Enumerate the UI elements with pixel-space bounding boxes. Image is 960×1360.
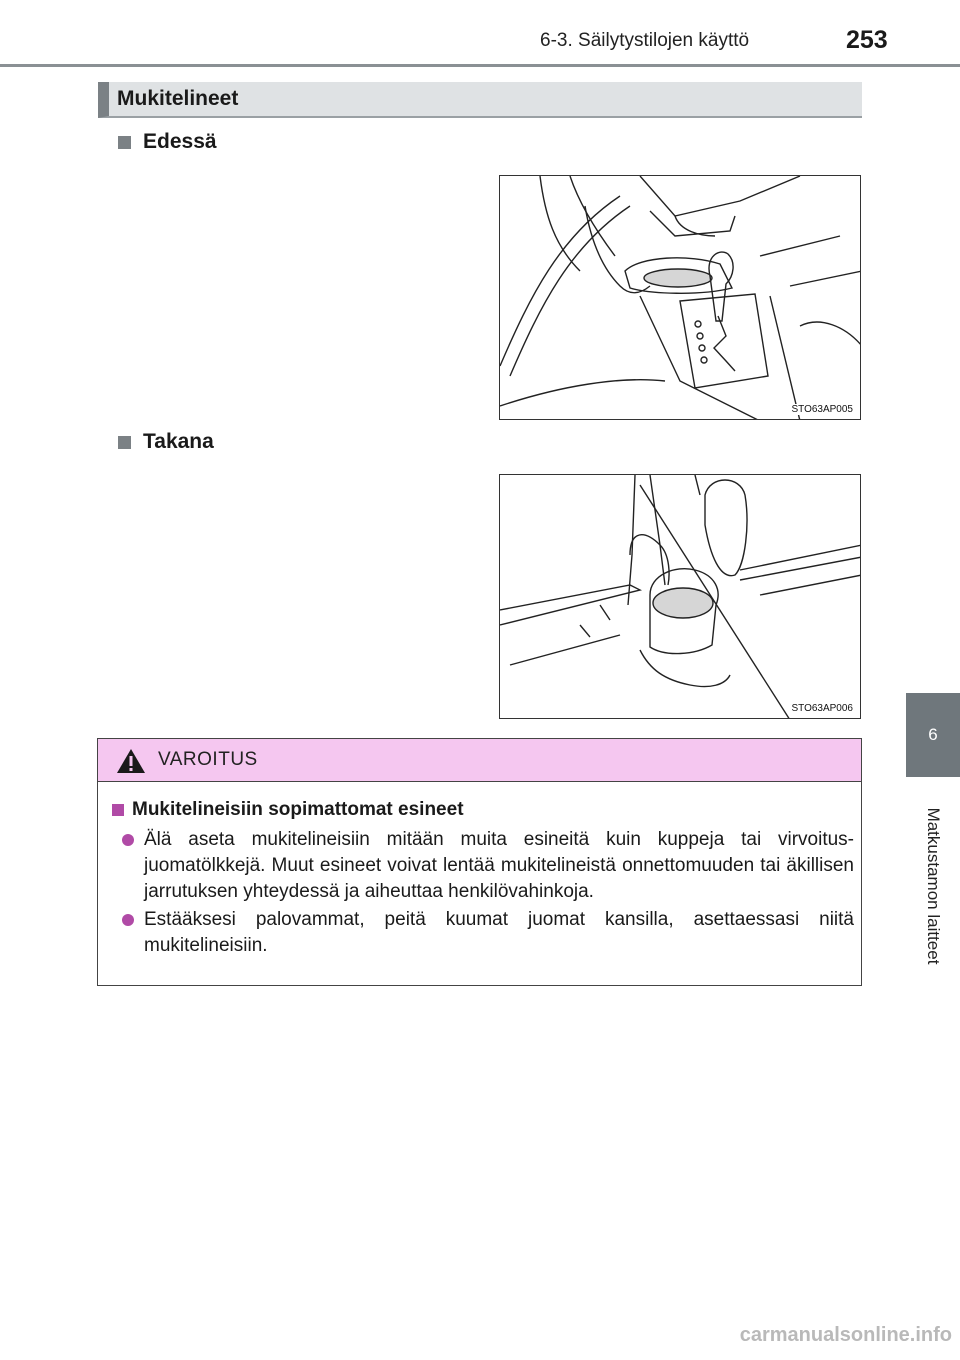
subsection-front-heading [118, 130, 217, 154]
figure-code: STO63AP005 [791, 404, 853, 415]
chapter-title-wrap [906, 786, 960, 986]
subsection-rear-heading [118, 430, 214, 454]
warning-header [98, 739, 861, 782]
warning-subheading [112, 799, 464, 821]
square-bullet-icon [112, 804, 124, 816]
figure-front-cupholder [499, 175, 861, 420]
warning-bullet [122, 827, 854, 905]
rear-cupholder-illustration [500, 475, 861, 719]
chapter-number: 6 [928, 725, 938, 744]
chapter-tab[interactable] [906, 693, 960, 777]
bullet-dot-icon [122, 914, 134, 926]
warning-bullet [122, 907, 854, 959]
subsection-front-label: Edessä [143, 130, 217, 153]
section-title-bar [98, 82, 862, 118]
figure-rear-cupholder [499, 474, 861, 719]
warning-subheading-text: Mukitelineisiin sopimattomat esineet [132, 799, 464, 820]
warning-bullet-text: Estääksesi palovammat, peitä kuumat juomat kansilla, asettaessasi niitä mukitelineisiin. [144, 909, 854, 956]
header-rule [0, 64, 960, 67]
square-bullet-icon [118, 136, 131, 149]
warning-box [97, 738, 862, 986]
warning-triangle-icon [116, 748, 146, 774]
front-console-illustration [500, 176, 861, 420]
chapter-title: Matkustamon laitteet [924, 807, 943, 965]
page-number: 253 [846, 26, 888, 54]
section-title: Mukitelineet [117, 87, 239, 110]
subsection-rear-label: Takana [143, 430, 214, 453]
footer-watermark: carmanualsonline.info [739, 1324, 952, 1346]
warning-bullet-text: Älä aseta mukitelineisiin mitään muita esineitä kuin kuppeja tai virvoitus-juomatölkkejä. Muut esineet voivat lentää mukitelineistä onnettomuuden tai äkillisen jarrutuksen yhteydessä ja aiheuttaa henkilövahinkoja. [144, 829, 854, 902]
square-bullet-icon [118, 436, 131, 449]
running-header-section: 6-3. Säilytystilojen käyttö [540, 30, 750, 51]
figure-code: STO63AP006 [791, 703, 853, 714]
warning-title: VAROITUS [158, 749, 258, 770]
bullet-dot-icon [122, 834, 134, 846]
